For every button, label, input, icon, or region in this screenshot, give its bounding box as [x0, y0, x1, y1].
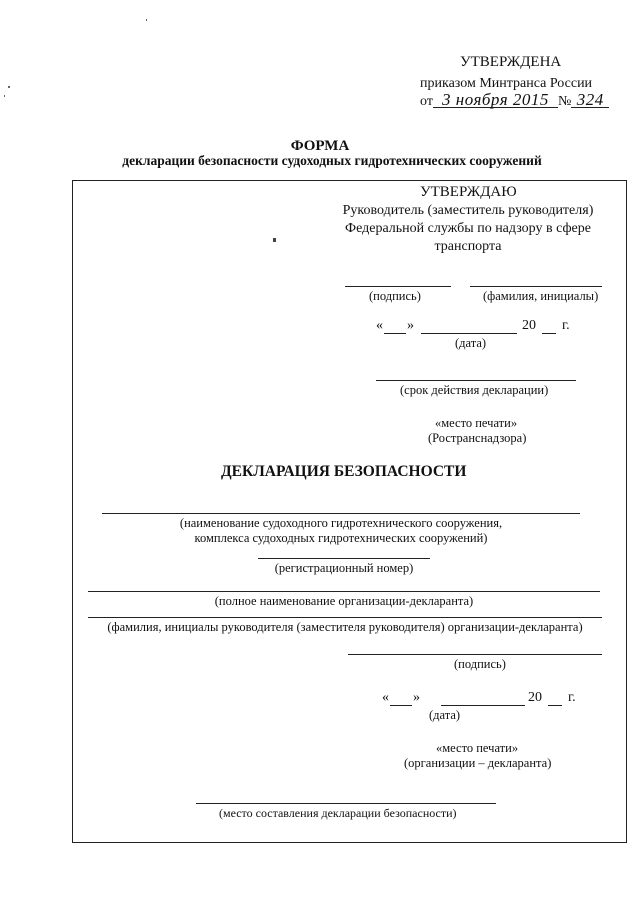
approve-title: УТВЕРЖДАЮ	[420, 184, 517, 200]
approve-stamp-line2: (Ространснадзора)	[428, 431, 527, 445]
approve-name-line	[470, 286, 602, 287]
declarant-sign-caption: (подпись)	[454, 657, 506, 671]
form-heading: ФОРМА	[290, 138, 350, 154]
approve-line1: Руководитель (заместитель руководителя)	[342, 203, 594, 218]
approve-year-suffix: г.	[562, 318, 570, 333]
approve-year-prefix: 20	[522, 318, 536, 333]
reg-number-caption: (регистрационный номер)	[274, 561, 414, 575]
declarant-month-line	[441, 705, 525, 706]
approve-stamp-line1: «место печати»	[435, 416, 518, 430]
declarant-signature-line	[348, 654, 602, 655]
scan-speck	[8, 86, 10, 88]
org-name-line	[88, 591, 600, 592]
place-line	[196, 803, 496, 804]
head-name-line	[88, 617, 602, 618]
validity-caption: (срок действия декларации)	[400, 383, 549, 397]
place-caption: (место составления декларации безопасности)	[219, 806, 457, 820]
approval-title: УТВЕРЖДЕНА	[460, 54, 562, 70]
approve-day-line	[384, 333, 406, 334]
approve-year-line	[542, 333, 556, 334]
approve-date-open: «	[376, 318, 383, 333]
scan-speck	[4, 95, 5, 97]
head-name-caption: (фамилия, инициалы руководителя (заместителя руководителя) организации-декларанта)	[107, 620, 583, 634]
cursor-mark	[273, 238, 276, 242]
approve-sign-caption: (подпись)	[369, 289, 421, 303]
approve-line3: транспорта	[434, 239, 502, 254]
declarant-date-close: »	[413, 690, 420, 705]
approve-date-caption: (дата)	[455, 336, 487, 350]
declarant-stamp-line2: (организации – декларанта)	[404, 756, 552, 770]
declaration-frame	[72, 180, 627, 843]
approve-signature-line	[345, 286, 451, 287]
declarant-date-open: «	[382, 690, 389, 705]
structure-caption1: (наименование судоходного гидротехнического сооружения,	[179, 516, 503, 530]
declarant-year-line	[548, 705, 562, 706]
approve-month-line	[421, 333, 517, 334]
approval-from	[420, 90, 609, 110]
structure-name-line	[102, 513, 580, 514]
scan-speck	[146, 19, 147, 21]
declarant-year-suffix: г.	[568, 690, 576, 705]
declarant-year-prefix: 20	[528, 690, 542, 705]
form-subheading: декларации безопасности судоходных гидротехнических сооружений	[122, 153, 542, 168]
approve-date-close: »	[407, 318, 414, 333]
declaration-title: ДЕКЛАРАЦИЯ БЕЗОПАСНОСТИ	[221, 463, 467, 480]
approval-order-line: приказом Минтранса России	[420, 76, 593, 91]
declarant-day-line	[390, 705, 412, 706]
declarant-date-caption: (дата)	[429, 708, 461, 722]
approve-line2: Федеральной службы по надзору в сфере	[345, 221, 591, 236]
org-name-caption: (полное наименование организации-декларанта)	[214, 594, 474, 608]
approval-number-handwritten: 324	[571, 93, 609, 108]
approve-name-caption: (фамилия, инициалы)	[483, 289, 599, 303]
reg-number-line	[258, 558, 430, 559]
approval-date-handwritten: 3 ноября 2015	[433, 93, 558, 108]
approval-from-prefix: от	[420, 94, 433, 109]
structure-caption2: комплекса судоходных гидротехнических сооружений)	[194, 531, 488, 545]
validity-line	[376, 380, 576, 381]
approval-number-prefix: №	[557, 94, 572, 109]
declarant-stamp-line1: «место печати»	[436, 741, 519, 755]
